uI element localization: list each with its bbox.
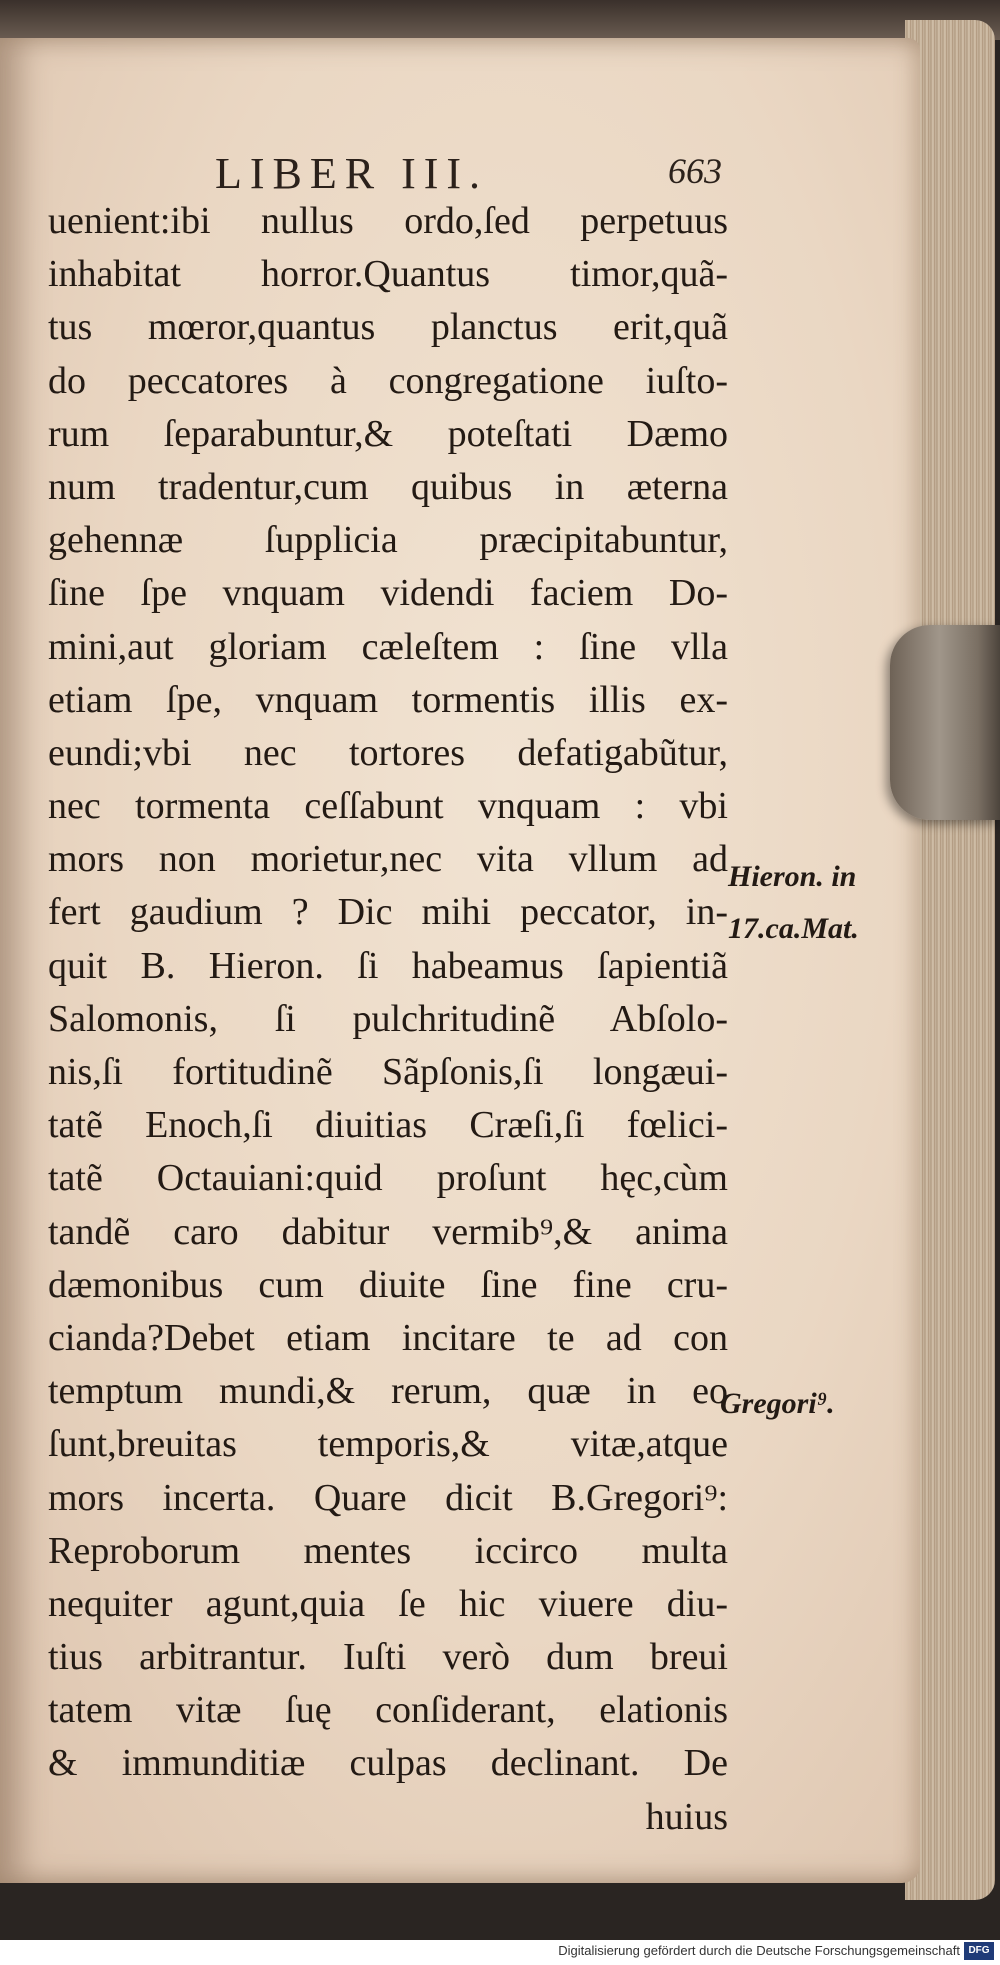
text-line: Salomonis, ſi pulchritudinẽ Abſolo-: [48, 997, 728, 1040]
text-line: tatem vitæ ſuę conſiderant, elationis: [48, 1689, 728, 1732]
text-line: mors non morietur,nec vita vllum ad: [48, 838, 728, 881]
text-line: inhabitat horror.Quantus timor,quã-: [48, 253, 728, 296]
text-line: mini,aut gloriam cæleſtem : ſine vlla: [48, 625, 728, 668]
text-line: fert gaudium ? Dic mihi peccator, in-: [48, 891, 728, 934]
text-line: nec tormenta ceſſabunt vnquam : vbi: [48, 785, 728, 828]
page-number: 663: [668, 151, 722, 191]
text-line: mors incerta. Quare dicit B.Gregori⁹:: [48, 1476, 728, 1519]
text-line: temptum mundi,& rerum, quæ in eo: [48, 1370, 728, 1413]
text-line: tandẽ caro dabitur vermib⁹,& anima: [48, 1210, 728, 1253]
text-line: do peccatores à congregatione iuſto-: [48, 359, 728, 402]
text-line: nequiter agunt,quia ſe hic viuere diu-: [48, 1582, 728, 1625]
book-clasp: [890, 625, 1000, 820]
text-line: eundi;vbi nec tortores defatigabũtur,: [48, 731, 728, 774]
text-line: num tradentur,cum quibus in æterna: [48, 465, 728, 508]
text-line: Reproborum mentes iccirco multa: [48, 1529, 728, 1572]
text-line: ſunt,breuitas temporis,& vitæ,atque: [48, 1423, 728, 1466]
text-line: tus mœror,quantus planctus erit,quã: [48, 306, 728, 349]
footer-credit: Digitalisierung gefördert durch die Deutsche Forschungsgemeinschaft: [558, 1943, 960, 1958]
text-line: etiam ſpe, vnquam tormentis illis ex-: [48, 678, 728, 721]
text-line: tius arbitrantur. Iuſti verò dum breui: [48, 1636, 728, 1679]
text-line: & immunditiæ culpas declinant. De: [48, 1742, 728, 1785]
text-line: quit B. Hieron. ſi habeamus ſapientiã: [48, 944, 728, 987]
book-top-edge: [0, 0, 1000, 40]
body-text: [48, 195, 728, 1844]
catchword: huius: [645, 1795, 728, 1838]
running-head: LIBER III.: [215, 149, 489, 198]
margin-note-hieron-ref: 17.ca.Mat.: [728, 912, 859, 945]
text-line: dæmonibus cum diuite ſine fine cru-: [48, 1263, 728, 1306]
text-line: nis,ſi fortitudinẽ Sãpſonis,ſi longæui-: [48, 1051, 728, 1093]
digitization-footer: [0, 1940, 1000, 1965]
text-line: gehennæ ſupplicia præcipitabuntur,: [48, 519, 728, 562]
text-line: uenient:ibi nullus ordo,ſed perpetuus: [48, 200, 728, 242]
dfg-logo: DFG: [964, 1942, 994, 1960]
text-line: cianda?Debet etiam incitare te ad con: [48, 1316, 728, 1359]
margin-note-gregor: Gregori⁹.: [720, 1387, 835, 1420]
text-line: tatẽ Enoch,ſi diuitias Cræſi,ſi fœlici-: [48, 1104, 728, 1147]
margin-note-hieron: Hieron. in: [728, 860, 857, 893]
text-line: rum ſeparabuntur,& poteſtati Dæmo: [48, 412, 728, 455]
text-line: tatẽ Octauiani:quid proſunt hęc,cùm: [48, 1157, 728, 1200]
text-line: ſine ſpe vnquam videndi faciem Do-: [48, 572, 728, 615]
